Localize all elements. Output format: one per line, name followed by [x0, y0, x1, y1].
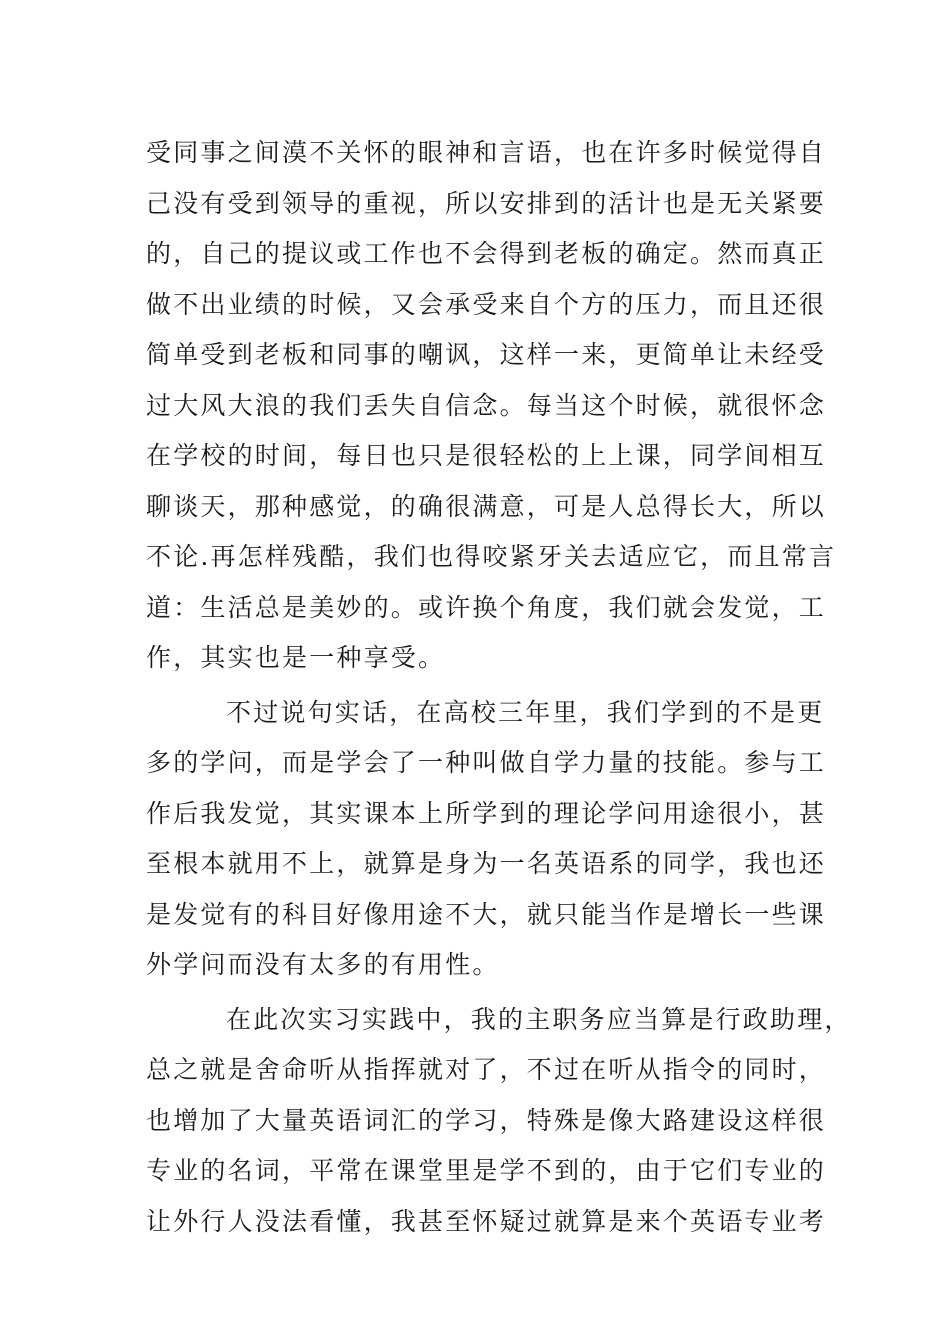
text-line: 聊谈天，那种感觉，的确很满意，可是人总得长大，所以	[146, 491, 827, 521]
text-line: 在学校的时间，每日也只是很轻松的上上课，同学间相互	[146, 441, 827, 470]
text-line: 多的学问，而是学会了一种叫做自学力量的技能。参与工	[146, 748, 827, 777]
text-line: 专业的名词，平常在课堂里是学不到的，由于它们专业的	[146, 1156, 827, 1185]
text-line: 总之就是舍命听从指挥就对了，不过在听从指令的同时，	[146, 1055, 827, 1084]
text-line: 作后我发觉，其实课本上所学到的理论学问用途很小，甚	[146, 798, 827, 828]
text-line: 不论.再怎样残酷，我们也得咬紧牙关去适应它，而且常言	[146, 542, 837, 571]
paragraph-3	[146, 995, 852, 1248]
text-line: 是发觉有的科目好像用途不大，就只能当作是增长一些课	[146, 899, 827, 929]
text-line: 至根本就用不上，就算是身为一名英语系的同学，我也还	[146, 849, 827, 878]
text-line: 己没有受到领导的重视，所以安排到的活计也是无关紧要	[146, 188, 827, 218]
paragraph-2	[146, 688, 826, 991]
text-line-indented: 不过说句实话，在高校三年里，我们学到的不是更	[226, 697, 825, 727]
text-line: 也增加了大量英语词汇的学习，特殊是像大路建设这样很	[146, 1105, 827, 1135]
text-line: 简单受到老板和同事的嘲讽，这样一来，更简单让未经受	[146, 340, 827, 369]
text-line: 让外行人没法看懂，我甚至怀疑过就算是来个英语专业考	[146, 1206, 827, 1236]
text-line: 道：生活总是美妙的。或许换个角度，我们就会发觉，工	[146, 592, 827, 622]
text-line: 作，其实也是一种享受。	[146, 643, 446, 672]
text-line: 做不出业绩的时候，又会承受来自个方的压力，而且还很	[146, 289, 827, 319]
text-line: 外学问而没有太多的有用性。	[146, 950, 500, 979]
paragraph-1	[146, 128, 837, 684]
text-line-indented: 在此次实习实践中，我的主职务应当算是行政助理，	[226, 1004, 852, 1034]
text-line: 过大风大浪的我们丢失自信念。每当这个时候，就很怀念	[146, 390, 827, 420]
body-text	[146, 128, 852, 1247]
text-line: 受同事之间漠不关怀的眼神和言语，也在许多时候觉得自	[146, 138, 827, 167]
text-line: 的，自己的提议或工作也不会得到老板的确定。然而真正	[146, 239, 827, 268]
